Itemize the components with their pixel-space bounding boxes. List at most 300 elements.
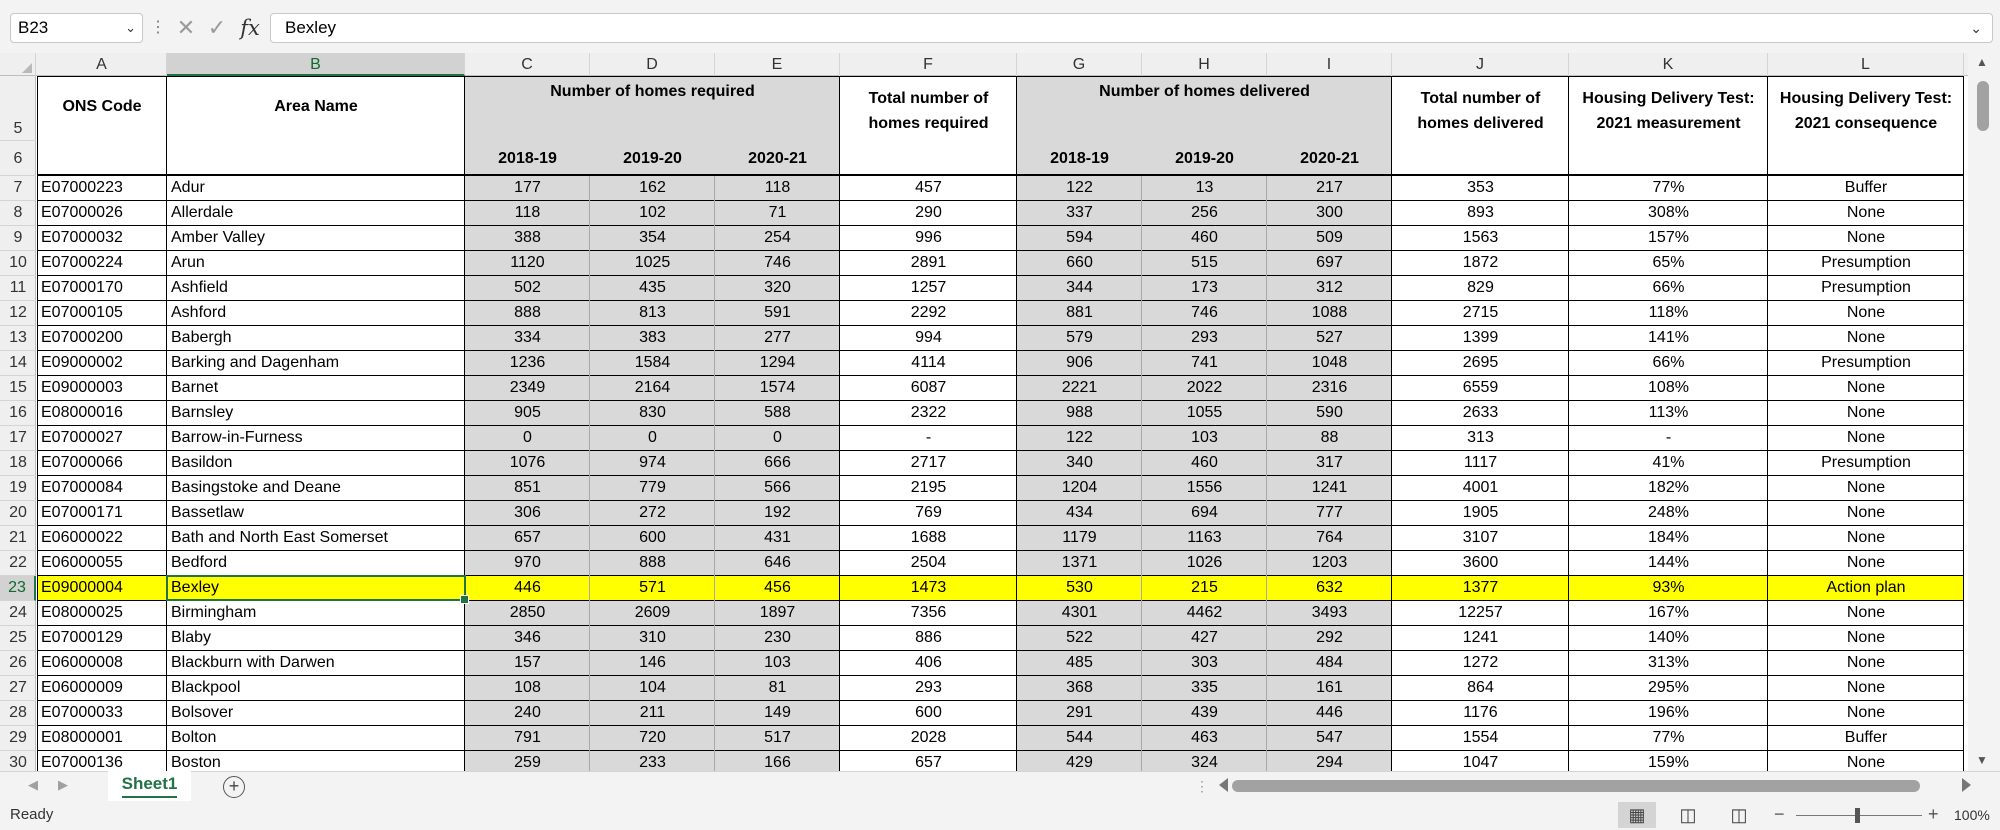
cell-total-required[interactable]: 2891	[910, 254, 947, 271]
cell-required-2019-20[interactable]: 162	[639, 179, 666, 196]
cell-total-delivered[interactable]: 1241	[1462, 629, 1499, 646]
cell-hdt-consequence[interactable]: None	[1846, 479, 1886, 496]
cell-delivered-2018-19[interactable]: 579	[1066, 329, 1093, 346]
row-header-20[interactable]: 20	[0, 501, 36, 526]
cell-ons-code[interactable]: E06000009	[41, 679, 123, 696]
cell-total-delivered[interactable]: 1872	[1462, 254, 1499, 271]
cell-hdt-consequence[interactable]: None	[1846, 204, 1886, 221]
cell-delivered-2019-20[interactable]: 293	[1191, 329, 1218, 346]
cell-hdt-measurement[interactable]: 118%	[1648, 304, 1689, 321]
cell-total-required[interactable]: 293	[915, 679, 942, 696]
cell-required-2018-19[interactable]: 970	[514, 554, 541, 571]
cell-area-name[interactable]: Ashford	[171, 304, 227, 321]
cell-required-2018-19[interactable]: 1076	[509, 454, 546, 471]
cell-total-delivered[interactable]: 3107	[1462, 529, 1499, 546]
zoom-in-icon[interactable]: +	[1928, 804, 1939, 824]
cell-required-2020-21[interactable]: 277	[764, 329, 791, 346]
cell-required-2020-21[interactable]: 118	[764, 179, 791, 196]
cell-required-2019-20[interactable]: 813	[639, 304, 666, 321]
column-header-k[interactable]: K	[1569, 53, 1768, 76]
cell-total-delivered[interactable]: 1117	[1463, 454, 1498, 471]
cell-hdt-measurement[interactable]: 108%	[1648, 379, 1689, 396]
cell-hdt-measurement[interactable]: 313%	[1648, 654, 1689, 671]
cell-required-2020-21[interactable]: 646	[764, 554, 791, 571]
cell-hdt-consequence[interactable]: None	[1846, 679, 1886, 696]
cancel-icon[interactable]: ✕	[176, 15, 196, 40]
cell-total-delivered[interactable]: 353	[1467, 179, 1494, 196]
cell-required-2020-21[interactable]: 591	[764, 304, 791, 321]
cell-delivered-2019-20[interactable]: 173	[1191, 279, 1218, 296]
row-header-16[interactable]: 16	[0, 401, 36, 426]
row-header-19[interactable]: 19	[0, 476, 36, 501]
cell-area-name[interactable]: Boston	[171, 754, 221, 771]
cell-hdt-consequence[interactable]: Presumption	[1821, 279, 1911, 296]
row-header-30[interactable]: 30	[0, 751, 36, 776]
cell-ons-code[interactable]: E06000055	[41, 554, 123, 571]
row-header-22[interactable]: 22	[0, 551, 36, 576]
cell-required-2020-21[interactable]: 517	[764, 729, 791, 746]
cell-total-required[interactable]: 7356	[910, 604, 947, 621]
cell-hdt-consequence[interactable]: None	[1846, 604, 1886, 621]
cell-total-delivered[interactable]: 2715	[1462, 304, 1499, 321]
cell-delivered-2018-19[interactable]: 530	[1066, 579, 1093, 596]
name-box[interactable]	[10, 13, 143, 43]
cell-required-2018-19[interactable]: 446	[514, 579, 541, 596]
cell-delivered-2020-21[interactable]: 2316	[1311, 379, 1348, 396]
cell-hdt-measurement[interactable]: 159%	[1648, 754, 1689, 771]
cell-required-2020-21[interactable]: 666	[764, 454, 791, 471]
cell-total-delivered[interactable]: 2695	[1462, 354, 1499, 371]
cell-required-2020-21[interactable]: 588	[764, 404, 791, 421]
cell-required-2018-19[interactable]: 888	[514, 304, 541, 321]
row-header-23[interactable]: 23	[0, 576, 36, 601]
cell-area-name[interactable]: Barnsley	[171, 404, 234, 421]
cell-hdt-measurement[interactable]: 77%	[1652, 729, 1685, 746]
cell-required-2019-20[interactable]: 888	[639, 554, 666, 571]
cell-required-2019-20[interactable]: 104	[639, 679, 666, 696]
cell-hdt-consequence[interactable]: None	[1846, 429, 1886, 446]
cell-hdt-measurement[interactable]: 93%	[1652, 579, 1685, 596]
cell-required-2019-20[interactable]: 354	[639, 229, 666, 246]
row-header-25[interactable]: 25	[0, 626, 36, 651]
cell-delivered-2019-20[interactable]: 463	[1191, 729, 1218, 746]
cell-delivered-2018-19[interactable]: 594	[1066, 229, 1093, 246]
cell-delivered-2019-20[interactable]: 1026	[1186, 554, 1223, 571]
cell-hdt-measurement[interactable]: 141%	[1648, 329, 1689, 346]
cell-required-2019-20[interactable]: 435	[639, 279, 666, 296]
cell-total-required[interactable]: 769	[915, 504, 942, 521]
cell-ons-code[interactable]: E07000033	[41, 704, 123, 721]
column-header-b[interactable]: B	[167, 53, 465, 76]
cell-required-2018-19[interactable]: 0	[523, 429, 532, 446]
cell-hdt-consequence[interactable]: None	[1846, 554, 1886, 571]
cell-hdt-consequence[interactable]: Presumption	[1821, 254, 1911, 271]
cell-delivered-2019-20[interactable]: 13	[1195, 179, 1214, 196]
cell-delivered-2018-19[interactable]: 881	[1066, 304, 1093, 321]
cell-delivered-2020-21[interactable]: 217	[1316, 179, 1343, 196]
cell-hdt-measurement[interactable]: 66%	[1652, 354, 1685, 371]
zoom-out-icon[interactable]: −	[1774, 804, 1785, 824]
cell-delivered-2018-19[interactable]: 122	[1066, 429, 1093, 446]
row-header-11[interactable]: 11	[0, 276, 36, 301]
cell-required-2020-21[interactable]: 0	[773, 429, 782, 446]
cell-ons-code[interactable]: E07000223	[41, 179, 123, 196]
cell-required-2018-19[interactable]: 118	[514, 204, 541, 221]
row-header-26[interactable]: 26	[0, 651, 36, 676]
cell-area-name[interactable]: Babergh	[171, 329, 232, 346]
cell-required-2018-19[interactable]: 2349	[509, 379, 546, 396]
cell-delivered-2019-20[interactable]: 460	[1191, 454, 1218, 471]
cell-delivered-2020-21[interactable]: 547	[1316, 729, 1343, 746]
tab-splitter-handle[interactable]: ⋮	[1195, 778, 1209, 794]
cell-ons-code[interactable]: E07000026	[41, 204, 123, 221]
scroll-down-icon[interactable]: ▼	[1976, 753, 1988, 767]
insert-function-icon[interactable]: fx	[240, 16, 260, 40]
worksheet-grid[interactable]	[37, 76, 1968, 771]
zoom-level[interactable]: 100%	[1954, 807, 1990, 823]
cell-area-name[interactable]: Allerdale	[171, 204, 234, 221]
cell-hdt-consequence[interactable]: Buffer	[1844, 729, 1888, 746]
cell-delivered-2018-19[interactable]: 337	[1066, 204, 1093, 221]
cell-hdt-measurement[interactable]: 196%	[1648, 704, 1689, 721]
cell-area-name[interactable]: Bolsover	[171, 704, 234, 721]
column-header-h[interactable]: H	[1142, 53, 1267, 76]
cell-required-2018-19[interactable]: 157	[514, 654, 541, 671]
cell-required-2018-19[interactable]: 502	[514, 279, 541, 296]
cell-total-required[interactable]: 2028	[910, 729, 947, 746]
cell-required-2018-19[interactable]: 851	[514, 479, 541, 496]
cell-required-2019-20[interactable]: 146	[639, 654, 666, 671]
prev-sheet-icon[interactable]: ◀	[28, 777, 38, 792]
expand-formula-bar-icon[interactable]: ⌄	[1970, 20, 1982, 36]
cell-total-delivered[interactable]: 1905	[1462, 504, 1499, 521]
cell-total-required[interactable]: 406	[915, 654, 942, 671]
cell-delivered-2019-20[interactable]: 2022	[1186, 379, 1223, 396]
cell-delivered-2020-21[interactable]: 527	[1316, 329, 1343, 346]
row-header-10[interactable]: 10	[0, 251, 36, 276]
cell-required-2020-21[interactable]: 566	[764, 479, 791, 496]
cell-area-name[interactable]: Bexley	[171, 579, 220, 596]
row-header-9[interactable]: 9	[0, 226, 36, 251]
cell-required-2018-19[interactable]: 2850	[509, 604, 546, 621]
cell-delivered-2019-20[interactable]: 4462	[1186, 604, 1223, 621]
cell-area-name[interactable]: Ashfield	[171, 279, 228, 296]
cell-delivered-2018-19[interactable]: 122	[1066, 179, 1093, 196]
cell-ons-code[interactable]: E06000008	[41, 654, 123, 671]
cell-delivered-2019-20[interactable]: 460	[1191, 229, 1218, 246]
horizontal-scrollbar[interactable]	[1232, 780, 1960, 792]
cell-required-2020-21[interactable]: 254	[764, 229, 791, 246]
cell-delivered-2018-19[interactable]: 544	[1066, 729, 1093, 746]
cell-delivered-2020-21[interactable]: 1048	[1311, 354, 1348, 371]
row-header-24[interactable]: 24	[0, 601, 36, 626]
cell-delivered-2020-21[interactable]: 777	[1316, 504, 1343, 521]
cell-total-required[interactable]: 1688	[910, 529, 947, 546]
row-header-13[interactable]: 13	[0, 326, 36, 351]
column-header-f[interactable]: F	[840, 53, 1017, 76]
cell-ons-code[interactable]: E07000084	[41, 479, 123, 496]
cell-ons-code[interactable]: E07000224	[41, 254, 123, 271]
row-header-14[interactable]: 14	[0, 351, 36, 376]
cell-area-name[interactable]: Birmingham	[171, 604, 257, 621]
column-header-g[interactable]: G	[1017, 53, 1142, 76]
cell-required-2020-21[interactable]: 1294	[759, 354, 796, 371]
cell-ons-code[interactable]: E07000170	[41, 279, 123, 296]
cell-delivered-2020-21[interactable]: 509	[1316, 229, 1343, 246]
cell-delivered-2018-19[interactable]: 340	[1066, 454, 1093, 471]
cell-required-2019-20[interactable]: 2609	[634, 604, 671, 621]
cell-total-delivered[interactable]: 1272	[1462, 654, 1499, 671]
cell-hdt-consequence[interactable]: None	[1846, 329, 1886, 346]
cell-total-delivered[interactable]: 893	[1467, 204, 1494, 221]
cell-required-2019-20[interactable]: 272	[639, 504, 666, 521]
check-icon[interactable]: ✓	[207, 15, 227, 40]
cell-hdt-consequence[interactable]: None	[1846, 504, 1886, 521]
cell-total-required[interactable]: 2504	[910, 554, 947, 571]
cell-total-delivered[interactable]: 313	[1467, 429, 1494, 446]
cell-ons-code[interactable]: E08000025	[41, 604, 123, 621]
page-break-preview-icon[interactable]: ◫	[1730, 805, 1748, 825]
cell-required-2020-21[interactable]: 103	[764, 654, 791, 671]
cell-hdt-measurement[interactable]: 113%	[1648, 404, 1689, 421]
cell-hdt-consequence[interactable]: Presumption	[1821, 454, 1911, 471]
cell-ons-code[interactable]: E07000136	[41, 754, 123, 771]
cell-delivered-2018-19[interactable]: 434	[1066, 504, 1093, 521]
cell-delivered-2020-21[interactable]: 161	[1316, 679, 1343, 696]
cell-delivered-2018-19[interactable]: 2221	[1061, 379, 1098, 396]
cell-area-name[interactable]: Bath and North East Somerset	[171, 529, 388, 546]
cell-total-required[interactable]: 2195	[910, 479, 947, 496]
cell-hdt-consequence[interactable]: None	[1846, 379, 1886, 396]
cell-hdt-measurement[interactable]: 157%	[1648, 229, 1689, 246]
cell-ons-code[interactable]: E09000004	[41, 579, 123, 596]
cell-total-required[interactable]: 600	[915, 704, 942, 721]
next-sheet-icon[interactable]: ▶	[58, 777, 68, 792]
page-layout-icon[interactable]: ◫	[1679, 805, 1697, 825]
cell-hdt-measurement[interactable]: 248%	[1648, 504, 1689, 521]
cell-hdt-consequence[interactable]: Action plan	[1826, 579, 1906, 596]
cell-delivered-2018-19[interactable]: 368	[1066, 679, 1093, 696]
cell-required-2020-21[interactable]: 431	[764, 529, 791, 546]
cell-hdt-measurement[interactable]: 167%	[1648, 604, 1689, 621]
cell-delivered-2019-20[interactable]: 694	[1191, 504, 1218, 521]
cell-area-name[interactable]: Barnet	[171, 379, 219, 396]
cell-total-delivered[interactable]: 1554	[1462, 729, 1499, 746]
cell-hdt-measurement[interactable]: 184%	[1648, 529, 1689, 546]
cell-total-required[interactable]: 2717	[910, 454, 947, 471]
cell-total-required[interactable]: 290	[915, 204, 942, 221]
cell-hdt-consequence[interactable]: None	[1846, 754, 1886, 771]
cell-delivered-2019-20[interactable]: 1556	[1186, 479, 1223, 496]
cell-required-2019-20[interactable]: 2164	[634, 379, 671, 396]
cell-delivered-2018-19[interactable]: 660	[1066, 254, 1093, 271]
cell-required-2018-19[interactable]: 334	[514, 329, 541, 346]
cell-delivered-2020-21[interactable]: 764	[1316, 529, 1343, 546]
cell-delivered-2019-20[interactable]: 741	[1191, 354, 1218, 371]
cell-total-required[interactable]: 1473	[910, 579, 947, 596]
cell-hdt-consequence[interactable]: None	[1846, 404, 1886, 421]
zoom-slider-thumb[interactable]	[1855, 808, 1860, 823]
cell-hdt-measurement[interactable]: 144%	[1648, 554, 1689, 571]
cell-area-name[interactable]: Basingstoke and Deane	[171, 479, 341, 496]
column-header-l[interactable]: L	[1768, 53, 1964, 76]
column-header-e[interactable]: E	[715, 53, 840, 76]
cell-total-delivered[interactable]: 864	[1467, 679, 1494, 696]
cell-hdt-consequence[interactable]: None	[1846, 304, 1886, 321]
cell-required-2020-21[interactable]: 1574	[759, 379, 796, 396]
cell-required-2020-21[interactable]: 71	[768, 204, 787, 221]
cell-required-2019-20[interactable]: 310	[639, 629, 666, 646]
scroll-left-icon[interactable]	[1219, 778, 1228, 792]
cell-ons-code[interactable]: E07000105	[41, 304, 123, 321]
cell-total-required[interactable]: 886	[915, 629, 942, 646]
cell-delivered-2019-20[interactable]: 1163	[1187, 529, 1222, 546]
cell-delivered-2019-20[interactable]: 256	[1191, 204, 1218, 221]
cell-hdt-measurement[interactable]: 182%	[1648, 479, 1689, 496]
cell-area-name[interactable]: Arun	[171, 254, 205, 271]
row-header-15[interactable]: 15	[0, 376, 36, 401]
cell-delivered-2019-20[interactable]: 439	[1191, 704, 1218, 721]
cell-total-required[interactable]: 2292	[910, 304, 947, 321]
cell-required-2019-20[interactable]: 830	[639, 404, 666, 421]
cell-area-name[interactable]: Blaby	[171, 629, 212, 646]
cell-required-2018-19[interactable]: 905	[514, 404, 541, 421]
cell-ons-code[interactable]: E09000003	[41, 379, 123, 396]
cell-ons-code[interactable]: E07000129	[41, 629, 123, 646]
cell-area-name[interactable]: Bassetlaw	[171, 504, 244, 521]
cell-hdt-measurement[interactable]: 77%	[1652, 179, 1685, 196]
cell-hdt-consequence[interactable]: None	[1846, 629, 1886, 646]
cell-required-2020-21[interactable]: 230	[764, 629, 791, 646]
cell-required-2019-20[interactable]: 102	[639, 204, 666, 221]
cell-hdt-measurement[interactable]: -	[1665, 429, 1672, 446]
cell-delivered-2020-21[interactable]: 446	[1316, 704, 1343, 721]
formula-input[interactable]	[270, 13, 1993, 43]
cell-required-2018-19[interactable]: 177	[514, 179, 541, 196]
cell-total-required[interactable]: 994	[915, 329, 942, 346]
cell-delivered-2018-19[interactable]: 1204	[1061, 479, 1098, 496]
cell-delivered-2020-21[interactable]: 312	[1316, 279, 1343, 296]
cell-delivered-2019-20[interactable]: 335	[1191, 679, 1218, 696]
cell-hdt-measurement[interactable]: 41%	[1652, 454, 1685, 471]
row-header-12[interactable]: 12	[0, 301, 36, 326]
vertical-scrollbar[interactable]	[1968, 53, 2000, 771]
column-header-d[interactable]: D	[590, 53, 715, 76]
cell-total-delivered[interactable]: 1563	[1462, 229, 1499, 246]
cell-required-2020-21[interactable]: 746	[764, 254, 791, 271]
row-header-21[interactable]: 21	[0, 526, 36, 551]
cell-delivered-2019-20[interactable]: 215	[1191, 579, 1218, 596]
cell-delivered-2019-20[interactable]: 746	[1191, 304, 1218, 321]
cell-required-2018-19[interactable]: 388	[514, 229, 541, 246]
cell-delivered-2018-19[interactable]: 429	[1066, 754, 1093, 771]
cell-ons-code[interactable]: E07000200	[41, 329, 123, 346]
cell-required-2019-20[interactable]: 779	[639, 479, 666, 496]
cell-ons-code[interactable]: E09000002	[41, 354, 123, 371]
cell-total-required[interactable]: 4114	[911, 354, 946, 371]
cell-delivered-2020-21[interactable]: 1203	[1311, 554, 1348, 571]
cell-hdt-consequence[interactable]: None	[1846, 229, 1886, 246]
cell-hdt-measurement[interactable]: 66%	[1652, 279, 1685, 296]
cell-total-required[interactable]: 2322	[910, 404, 947, 421]
cell-required-2018-19[interactable]: 306	[514, 504, 541, 521]
row-header-8[interactable]: 8	[0, 201, 36, 226]
cell-required-2020-21[interactable]: 166	[764, 754, 791, 771]
cell-ons-code[interactable]: E07000066	[41, 454, 123, 471]
cell-required-2019-20[interactable]: 211	[639, 704, 666, 721]
more-options-icon[interactable]: ⋮	[150, 19, 166, 36]
cell-delivered-2020-21[interactable]: 697	[1316, 254, 1343, 271]
cell-hdt-measurement[interactable]: 308%	[1648, 204, 1689, 221]
row-header-17[interactable]: 17	[0, 426, 36, 451]
cell-delivered-2020-21[interactable]: 3493	[1311, 604, 1348, 621]
cell-hdt-consequence[interactable]: Presumption	[1821, 354, 1911, 371]
cell-required-2019-20[interactable]: 974	[639, 454, 666, 471]
cell-total-required[interactable]: 6087	[910, 379, 947, 396]
column-header-i[interactable]: I	[1267, 53, 1392, 76]
cell-delivered-2018-19[interactable]: 291	[1066, 704, 1093, 721]
cell-ons-code[interactable]: E07000027	[41, 429, 123, 446]
normal-view-icon[interactable]: ▦	[1618, 802, 1656, 828]
cell-delivered-2018-19[interactable]: 988	[1066, 404, 1093, 421]
cell-delivered-2020-21[interactable]: 88	[1320, 429, 1339, 446]
row-header-28[interactable]: 28	[0, 701, 36, 726]
cell-required-2018-19[interactable]: 259	[514, 754, 541, 771]
cell-delivered-2020-21[interactable]: 1241	[1311, 479, 1348, 496]
cell-delivered-2020-21[interactable]: 292	[1316, 629, 1343, 646]
cell-hdt-measurement[interactable]: 295%	[1648, 679, 1689, 696]
cell-hdt-measurement[interactable]: 140%	[1648, 629, 1689, 646]
cell-area-name[interactable]: Basildon	[171, 454, 233, 471]
add-sheet-icon[interactable]: +	[223, 776, 245, 798]
cell-delivered-2019-20[interactable]: 324	[1191, 754, 1218, 771]
cell-delivered-2020-21[interactable]: 484	[1316, 654, 1343, 671]
cell-hdt-consequence[interactable]: Buffer	[1844, 179, 1888, 196]
cell-hdt-consequence[interactable]: None	[1846, 654, 1886, 671]
select-all-button[interactable]	[0, 53, 36, 76]
cell-delivered-2018-19[interactable]: 1371	[1061, 554, 1098, 571]
cell-area-name[interactable]: Barrow-in-Furness	[171, 429, 303, 446]
cell-delivered-2020-21[interactable]: 300	[1316, 204, 1343, 221]
cell-delivered-2019-20[interactable]: 303	[1191, 654, 1218, 671]
cell-delivered-2020-21[interactable]: 632	[1316, 579, 1343, 596]
cell-required-2018-19[interactable]: 1120	[510, 254, 545, 271]
cell-required-2018-19[interactable]: 346	[514, 629, 541, 646]
cell-delivered-2018-19[interactable]: 906	[1066, 354, 1093, 371]
cell-total-required[interactable]: 996	[915, 229, 942, 246]
cell-area-name[interactable]: Blackburn with Darwen	[171, 654, 335, 671]
cell-required-2018-19[interactable]: 791	[514, 729, 541, 746]
row-header-18[interactable]: 18	[0, 451, 36, 476]
scroll-up-icon[interactable]: ▲	[1976, 55, 1988, 69]
cell-ons-code[interactable]: E08000001	[41, 729, 123, 746]
cell-total-delivered[interactable]: 4001	[1462, 479, 1499, 496]
cell-hdt-consequence[interactable]: None	[1846, 529, 1886, 546]
cell-hdt-consequence[interactable]: None	[1846, 704, 1886, 721]
cell-delivered-2018-19[interactable]: 344	[1066, 279, 1093, 296]
cell-delivered-2019-20[interactable]: 427	[1191, 629, 1218, 646]
cell-area-name[interactable]: Blackpool	[171, 679, 241, 696]
cell-total-delivered[interactable]: 12257	[1458, 604, 1503, 621]
cell-total-required[interactable]: -	[925, 429, 932, 446]
cell-total-delivered[interactable]: 1047	[1462, 754, 1499, 771]
cell-delivered-2019-20[interactable]: 103	[1191, 429, 1218, 446]
column-header-a[interactable]: A	[37, 53, 167, 76]
cell-total-delivered[interactable]: 2633	[1462, 404, 1499, 421]
row-header-5[interactable]: 5	[0, 76, 36, 141]
column-header-j[interactable]: J	[1392, 53, 1569, 76]
cell-delivered-2020-21[interactable]: 317	[1316, 454, 1343, 471]
